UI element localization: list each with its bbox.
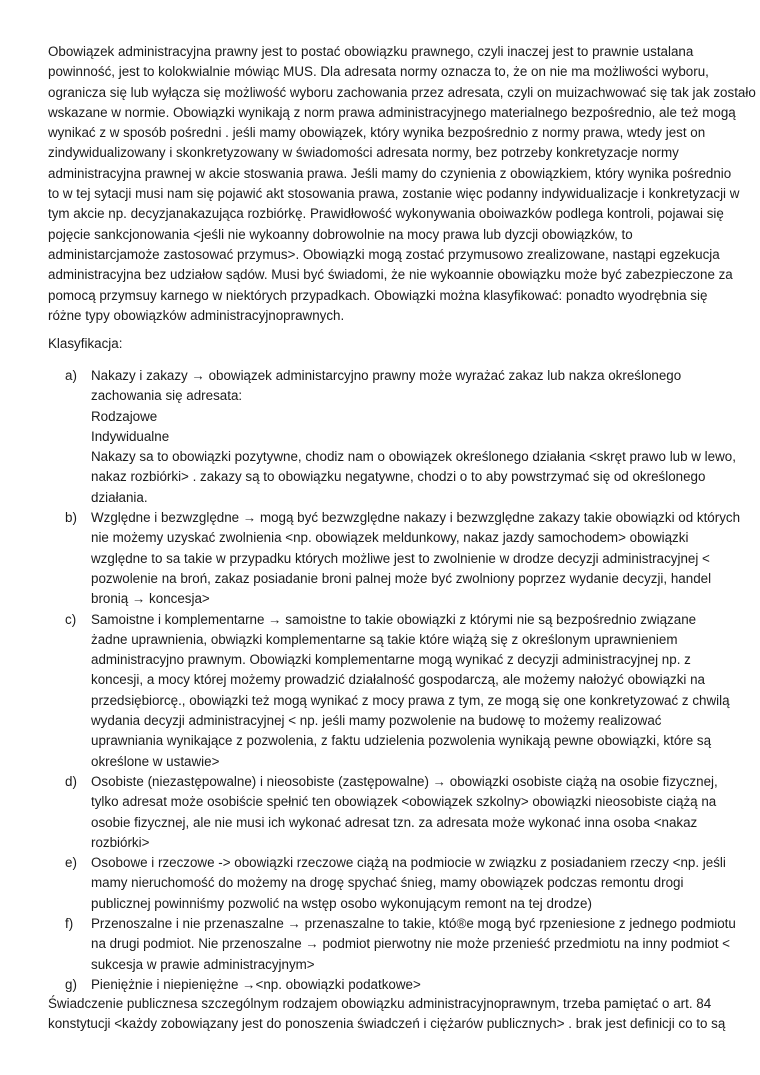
list-item-line: nakaz rozbiórki> . zakazy są to obowiązku negatywne, chodzi o to aby powstrzymać się od określonego xyxy=(91,469,706,485)
list-item-line: na drugi podmiot. Nie przenoszalne → podmiot pierwotny nie może przenieść przedmiotu na inny podmiot < xyxy=(91,936,730,952)
list-item-line: pozwolenie na broń, zakaz posiadanie broni palnej może być zwolniony poprzez wydanie decyzji, handel xyxy=(91,570,712,586)
intro-line: to w tej sytacji musi nam się pojawić akt stosowania prawa, zostanie więc podanny indywidualizacje i konkretyzacji w xyxy=(48,186,740,202)
closing-paragraph xyxy=(48,994,728,1035)
intro-paragraph xyxy=(48,42,756,326)
list-marker: b) xyxy=(65,510,77,526)
intro-line: wynikać z w sposób pośredni . jeśli mamy obowiązek, który wynika bezpośrednio z normy prawa, wtedy jest on xyxy=(48,125,706,141)
list-item-line: bronią → koncesja> xyxy=(91,591,210,607)
list-item xyxy=(48,914,736,975)
list-item-line: rozbiórki> xyxy=(91,834,150,850)
classification-list xyxy=(48,366,741,995)
list-marker: c) xyxy=(65,611,77,627)
list-item-line: Osobowe i rzeczowe -> obowiązki rzeczowe ciążą na podmiocie w związku z posiadaniem rzeczy <np. jeśli xyxy=(91,855,726,871)
intro-line: tym akcie np. decyzjanakazująca rozbiórkę. Prawidłowość wykonywania oboiwazków podlega kontroli, pojawai się xyxy=(48,206,724,222)
list-item-line: tylko adresat może osobiście spełnić ten obowiązek <obowiązek szkolny> obowiązki nieosobiste ciążą na xyxy=(91,794,717,810)
list-item-line: Indywidualne xyxy=(91,428,170,444)
list-item-line: osobie fizycznej, ale nie musi ich wykonać adresat tzn. za adresata może wykonać inna osoba <nakaz xyxy=(91,814,698,830)
list-item-line: sukcesja w prawie administracyjnym> xyxy=(91,956,315,972)
list-item-line: nie możemy uzyskać zwolnienia <np. obowiązek meldunkowy, nakaz jazdy samochodem> obowiązki xyxy=(91,530,689,546)
list-item-line: Nakazy i zakazy → obowiązek administarcyjno prawny może wyrażać zakaz lub nakza określonego xyxy=(91,368,682,383)
list-item-line: koncesji, a mocy której możemy prowadzić działalność gospodarczą, ale możemy nałożyć obowiązki na xyxy=(91,672,706,688)
list-item-line: działania. xyxy=(91,489,148,505)
list-item-line: Samoistne i komplementarne → samoistne to takie obowiązki z którymi nie są bezpośrednio związane xyxy=(91,611,697,627)
list-item-line: Rodzajowe xyxy=(91,408,158,424)
list-item xyxy=(48,610,728,772)
intro-line: różne typy obowiązków administracyjnoprawnych. xyxy=(48,307,345,323)
classification-heading xyxy=(48,334,728,354)
list-item-line: zachowania się adresata: xyxy=(91,388,243,404)
list-item-line: określone w ustawie> xyxy=(91,753,220,769)
intro-line: wskazane w normie. Obowiązki wynikają z norm prawa administracyjnego materialnego bezpośrednio, ale też mogą xyxy=(48,104,736,120)
list-item-line: uprawniania wynikające z pozwolenia, z faktu udzielenia pozwolenia wynikają pewne obowiązki, które są xyxy=(91,733,712,749)
list-item-line: Przenoszalne i nie przenaszalne → przenaszalne to takie, któ®e mogą być rpzeniesione z jednego podmiotu xyxy=(91,916,736,932)
list-item-line: Osobiste (niezastępowalne) i nieosobiste (zastępowalne) → obowiązki osobiste ciążą na osobie fizycznej, xyxy=(91,773,718,789)
list-item xyxy=(48,853,728,914)
intro-line: pomocą przymsuy karnego w niektórych przypadkach. Obowiązki można klasyfikować: ponadto wyodrębnia się xyxy=(48,287,708,303)
intro-line: administracyjna bez udziałow sądów. Musi być świadomi, że nie wykoannie obowiązku może być zabezpieczone za xyxy=(48,267,733,283)
list-marker: d) xyxy=(65,773,77,789)
classification-heading-text: Klasyfikacja: xyxy=(48,336,123,351)
list-item xyxy=(48,975,728,995)
list-item-line: mamy nieruchomość do możemy na drogę spychać śnieg, mamy obowiązek podczas remontu drogi xyxy=(91,875,684,891)
list-item-line: administracyjno prawnym. Obowiązki komplementarne mogą wynikać z decyzji administracyjnej np. z xyxy=(91,652,691,668)
list-item-line: względne to sa takie w przypadku których możliwe jest to zwolnienie w drodze decyzji administracyjnej < xyxy=(91,550,710,566)
list-item xyxy=(48,366,736,508)
list-item-line: Nakazy sa to obowiązki pozytywne, chodiz nam o obowiązek określonego działania <skręt prawo lub w lewo, xyxy=(91,449,736,465)
intro-line: powinność, jest to kolokwialnie mówiąc MUS. Dla adresata normy oznacza to, że on nie ma możliwości wyboru, xyxy=(48,64,709,80)
list-item-line: Pieniężnie i niepieniężne →<np. obowiązki podatkowe> xyxy=(91,976,421,992)
list-item xyxy=(48,772,728,853)
intro-line: zindywidualizowany i skonkretyzowany w świadomości adresata normy, bez potrzeby konkretyzacje normy xyxy=(48,145,679,161)
intro-line: pojęcie sankcjonowania <jeśli nie wykoanny dobrowolnie na mocy prawa lub dyzcji obowiązków, to xyxy=(48,226,633,242)
list-marker: a) xyxy=(65,368,77,383)
list-item-line: publicznej powinniśmy pozwolić na wstęp osobo wykonującym remont na tej drodze) xyxy=(91,895,592,911)
list-marker: f) xyxy=(65,916,74,932)
list-item-line: Względne i bezwzględne → mogą być bezwzględne nakazy i bezwzględne zakazy takie obowiązki od których xyxy=(91,510,741,526)
list-item-line: przedsiębiorcę., obowiązki też mogą wynikać z mocy prawa z tym, ze mogą się one konkretyzować z chwilą xyxy=(91,692,730,708)
intro-line: ogranicza się lub wyłącza się możliwość wyboru zachowania przez adresata, czyli on muizachwować się tak jak zostało xyxy=(48,84,756,100)
closing-line: konstytucji <każdy zobowiązany jest do ponoszenia świadczeń i ciężarów publicznych> . brak jest definicji co to są xyxy=(48,1016,726,1032)
list-item-line: żadne uprawnienia, obwiązki komplementarne są takie które wiążą się z określonym uprawnieniem xyxy=(91,631,678,647)
closing-line: Świadczenie publicznesa szczególnym rodzajem obowiązku administracyjnoprawnym, trzeba pamiętać o art. 84 xyxy=(48,996,712,1011)
list-item xyxy=(48,508,741,609)
list-item-line: wydania decyzji administracyjnej < np. jeśli mamy pozwolenie na budowę to możemy realizować xyxy=(91,713,662,729)
intro-line: Obowiązek administracyjna prawny jest to postać obowiązku prawnego, czyli inaczej jest to prawnie ustalana xyxy=(48,44,694,59)
list-marker: g) xyxy=(65,976,77,992)
intro-line: administracyjna prawnej w akcie stoswania prawa. Jeśli mamy do czynienia z obowiązkiem, który wynika pośrednio xyxy=(48,165,732,181)
list-marker: e) xyxy=(65,855,77,871)
intro-line: administarcjamoże zastosować przymus>. Obowiązki mogą zostać przymusowo zrealizowane, nastąpi egzekucja xyxy=(48,246,720,262)
